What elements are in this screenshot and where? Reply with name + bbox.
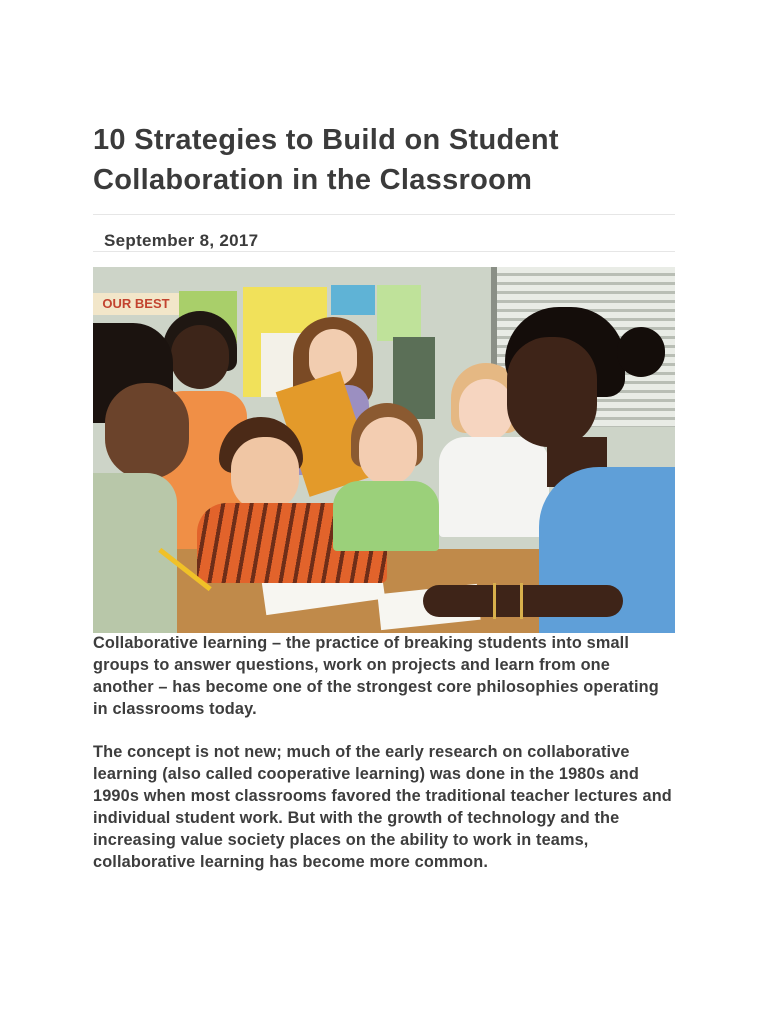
article-date: September 8, 2017 xyxy=(104,231,259,250)
girl-front-face xyxy=(105,383,189,479)
classroom-photo xyxy=(93,267,675,633)
teacher-arm xyxy=(423,585,623,617)
poster-text: OUR BEST xyxy=(102,296,170,311)
poster-lightgreen xyxy=(377,285,421,341)
girl-green-face xyxy=(359,417,417,485)
poster-banner xyxy=(93,293,179,315)
girl-blonde-shirt xyxy=(439,437,549,537)
teacher-face xyxy=(507,337,597,447)
girl-green-shirt xyxy=(333,481,439,551)
girl-blonde-face xyxy=(459,379,513,441)
paragraph-history: The concept is not new; much of the early research on collaborative learning (also called cooperative learning) was done in the 1980s and 1990s when most classrooms favored the traditional teacher lectures and individual student work. But with the growth of technology and the increasing value society places on the ability to work in teams, collaborative learning has become more common. xyxy=(93,743,672,871)
boy-face xyxy=(231,437,299,511)
paragraph-intro: Collaborative learning – the practice of breaking students into small groups to answer questions, work on projects and learn from one another – has become one of the strongest core philosophies operating in classrooms today. xyxy=(93,634,659,718)
girl-left-face xyxy=(171,325,229,389)
title-divider xyxy=(93,214,675,215)
teacher-bracelets xyxy=(493,583,523,619)
poster-blue xyxy=(331,285,375,315)
article-title: 10 Strategies to Build on Student Collaboration in the Classroom xyxy=(93,124,559,196)
date-divider xyxy=(93,251,675,252)
teacher-bun xyxy=(617,327,665,377)
